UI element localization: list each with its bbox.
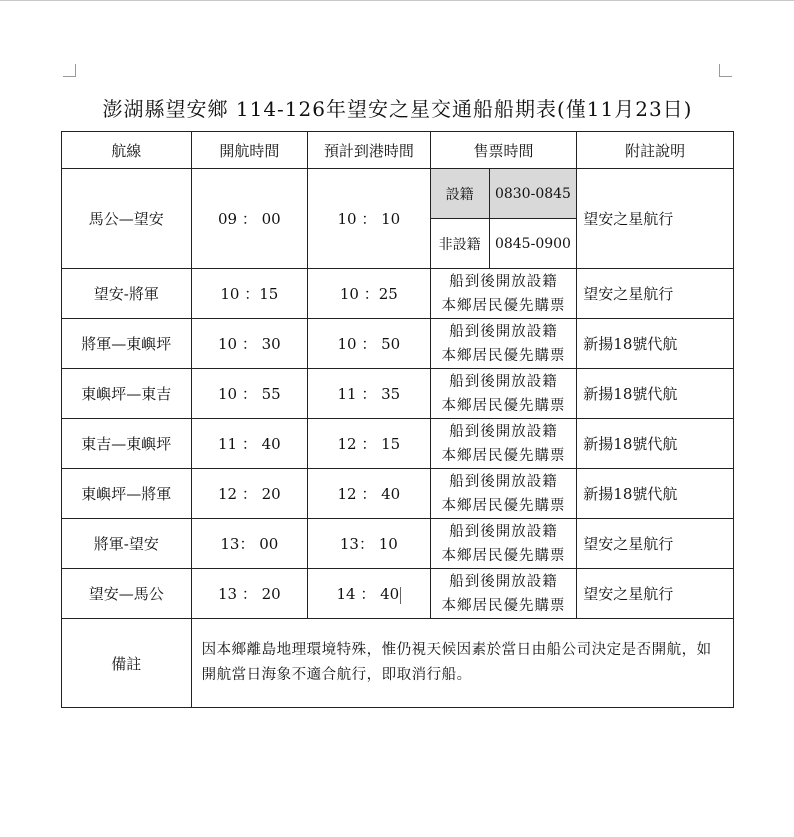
- remark-row: [62, 619, 734, 708]
- arrival-cell[interactable]: [308, 569, 431, 619]
- route-cell[interactable]: 東吉—東嶼坪: [62, 419, 192, 469]
- ticket-line-1: 船到後開放設籍: [449, 373, 558, 390]
- ticket-line-2: 本鄉居民優先購票: [441, 497, 566, 514]
- route-cell[interactable]: 東嶼坪—東吉: [62, 369, 192, 419]
- nonresident-label[interactable]: 非設籍: [431, 219, 490, 269]
- header-notes[interactable]: 附註說明: [577, 132, 734, 169]
- arrival-cell[interactable]: 10 ： 50: [308, 319, 431, 369]
- ticketing-cell[interactable]: [430, 369, 577, 419]
- ticket-line-1: 船到後開放設籍: [449, 473, 558, 490]
- note-cell[interactable]: 望安之星航行: [577, 169, 734, 269]
- note-cell[interactable]: 新揚18號代航: [577, 469, 734, 519]
- table-header-row: [62, 132, 734, 169]
- table-row: [62, 469, 734, 519]
- ticketing-cell: [430, 169, 577, 269]
- document-title[interactable]: 澎湖縣望安鄉 114-126年望安之星交通船船期表(僅11月23日): [102, 97, 693, 121]
- note-cell[interactable]: 望安之星航行: [577, 519, 734, 569]
- note-cell[interactable]: 新揚18號代航: [577, 369, 734, 419]
- departure-cell[interactable]: 13： 00: [191, 519, 308, 569]
- arrival-cell[interactable]: 12 ： 40: [308, 469, 431, 519]
- table-row: [62, 519, 734, 569]
- ticket-line-2: 本鄉居民優先購票: [441, 547, 566, 564]
- header-route[interactable]: 航線: [62, 132, 192, 169]
- ticket-line-2: 本鄉居民優先購票: [441, 597, 566, 614]
- note-cell[interactable]: 望安之星航行: [577, 569, 734, 619]
- ticket-line-2: 本鄉居民優先購票: [441, 397, 566, 414]
- ticketing-cell[interactable]: [430, 419, 577, 469]
- ticket-line-1: 船到後開放設籍: [449, 573, 558, 590]
- departure-cell[interactable]: 10 ： 30: [191, 319, 308, 369]
- ticket-line-1: 船到後開放設籍: [449, 323, 558, 340]
- arrival-cell[interactable]: 13： 10: [308, 519, 431, 569]
- route-cell[interactable]: 望安-將軍: [62, 269, 192, 319]
- arrival-cell[interactable]: 12 ： 15: [308, 419, 431, 469]
- ticket-line-1: 船到後開放設籍: [449, 423, 558, 440]
- table-row: [62, 269, 734, 319]
- table-row: [62, 169, 734, 269]
- resident-label[interactable]: 設籍: [431, 169, 490, 219]
- departure-cell[interactable]: 10 ： 55: [191, 369, 308, 419]
- note-cell[interactable]: 新揚18號代航: [577, 319, 734, 369]
- ticketing-cell[interactable]: [430, 569, 577, 619]
- ticketing-cell[interactable]: [430, 269, 577, 319]
- ticket-line-2: 本鄉居民優先購票: [441, 447, 566, 464]
- note-cell[interactable]: 新揚18號代航: [577, 419, 734, 469]
- ferry-schedule-table: [61, 131, 734, 708]
- header-departure[interactable]: 開航時間: [191, 132, 308, 169]
- table-row: [62, 369, 734, 419]
- route-cell[interactable]: 馬公—望安: [62, 169, 192, 269]
- departure-cell[interactable]: 13 ： 20: [191, 569, 308, 619]
- ticketing-cell[interactable]: [430, 319, 577, 369]
- table-row: [62, 569, 734, 619]
- table-row: [62, 419, 734, 469]
- header-ticketing[interactable]: 售票時間: [430, 132, 577, 169]
- window-top-border: [0, 0, 794, 1]
- resident-time[interactable]: 0830-0845: [489, 169, 576, 219]
- remark-label[interactable]: 備註: [62, 619, 192, 708]
- route-cell[interactable]: 將軍-望安: [62, 519, 192, 569]
- ticketing-cell[interactable]: [430, 519, 577, 569]
- departure-cell[interactable]: 09 ： 00: [191, 169, 308, 269]
- arrival-text: 14 ： 40: [336, 585, 400, 603]
- ticketing-cell[interactable]: [430, 469, 577, 519]
- remark-text[interactable]: 因本鄉離島地理環境特殊，惟仍視天候因素於當日由船公司決定是否開航，如開航當日海象不適合航行，即取消行船。: [191, 619, 733, 708]
- page-margin-corner-top-right: [719, 64, 732, 77]
- ticket-line-2: 本鄉居民優先購票: [441, 347, 566, 364]
- route-cell[interactable]: 望安—馬公: [62, 569, 192, 619]
- ticket-time-subtable: [431, 169, 577, 268]
- table-row: [62, 319, 734, 369]
- ticket-line-1: 船到後開放設籍: [449, 273, 558, 290]
- route-cell[interactable]: 東嶼坪—將軍: [62, 469, 192, 519]
- page-margin-corner-top-left: [63, 64, 76, 77]
- departure-cell[interactable]: 11 ： 40: [191, 419, 308, 469]
- departure-cell[interactable]: 12 ： 20: [191, 469, 308, 519]
- ticket-line-1: 船到後開放設籍: [449, 523, 558, 540]
- note-cell[interactable]: 望安之星航行: [577, 269, 734, 319]
- route-cell[interactable]: 將軍—東嶼坪: [62, 319, 192, 369]
- arrival-cell[interactable]: 10 ：25: [308, 269, 431, 319]
- text-cursor-icon: [400, 587, 401, 604]
- ticket-line-2: 本鄉居民優先購票: [441, 297, 566, 314]
- arrival-cell[interactable]: 11 ： 35: [308, 369, 431, 419]
- arrival-cell[interactable]: 10 ： 10: [308, 169, 431, 269]
- header-arrival[interactable]: 預計到港時間: [308, 132, 431, 169]
- nonresident-time[interactable]: 0845-0900: [494, 235, 571, 252]
- departure-cell[interactable]: 10 ：15: [191, 269, 308, 319]
